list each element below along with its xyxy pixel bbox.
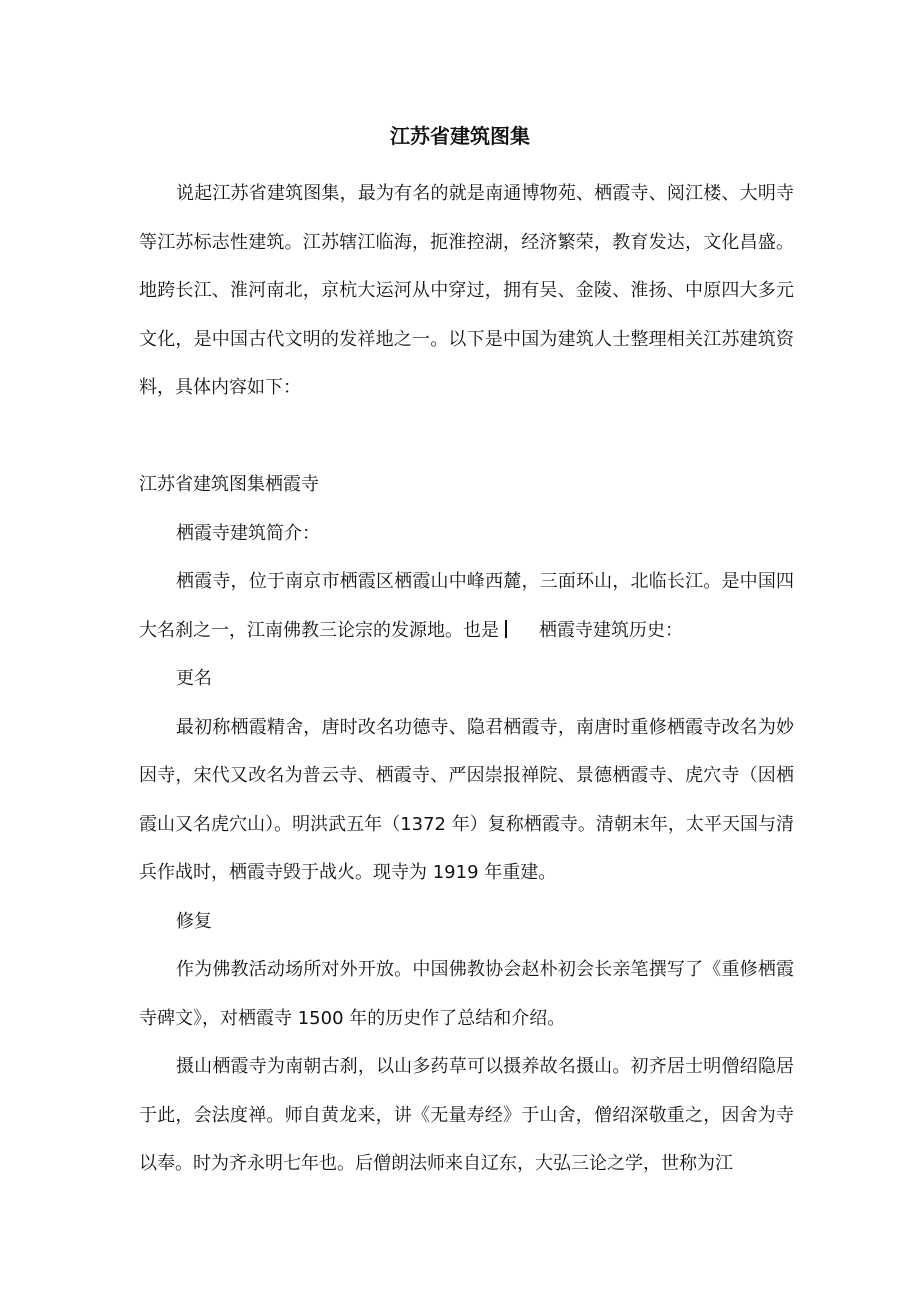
document-body: [139, 170, 794, 1189]
repair-heading: 修复: [176, 910, 212, 932]
blank-line: [139, 413, 794, 462]
document-title: 江苏省建筑图集: [390, 124, 530, 148]
temple-intro-text: 栖霞寺，位于南京市栖霞区栖霞山中峰西麓，三面环山，北临长江。是中国四大名刹之一，江南佛教三论宗的发源地。也是: [139, 571, 794, 641]
temple-intro-paragraph: [139, 558, 794, 655]
section-heading: 江苏省建筑图集栖霞寺: [139, 474, 319, 495]
rename-heading: 更名: [176, 668, 212, 689]
rename-paragraph: 最初称栖霞精舍，唐时改名功德寺、隐君栖霞寺，南唐时重修栖霞寺改名为妙因寺，宋代又改名为普云寺、栖霞寺、严因崇报禅院、景德栖霞寺、虎穴寺（因栖霞山又名虎穴山）。明洪武五年（1372 年）复称栖霞寺。清朝末年，太平天国与清兵作战时，栖霞寺毁于战火。现寺为 1919 年重建。: [139, 716, 794, 883]
intro-label: 栖霞寺建筑简介：: [176, 522, 320, 544]
history-paragraph: 摄山栖霞寺为南朝古刹，以山多药草可以摄养故名摄山。初齐居士明僧绍隐居于此，会法度禅。师自黄龙来，讲《无量寿经》于山舍，僧绍深敬重之，因舍为寺以奉。时为齐永明七年也。后僧朗法师来自辽东，大弘三论之学，世称为江: [139, 1056, 794, 1174]
history-label: 栖霞寺建筑历史：: [539, 619, 683, 641]
intro-paragraph: 说起江苏省建筑图集，最为有名的就是南通博物苑、栖霞寺、阅江楼、大明寺等江苏标志性建筑。江苏辖江临海，扼淮控湖，经济繁荣，教育发达，文化昌盛。地跨长江、淮河南北，京杭大运河从中穿过，拥有吴、金陵、淮扬、中原四大多元文化，是中国古代文明的发祥地之一。以下是中国为建筑人士整理相关江苏建筑资料，具体内容如下：: [139, 183, 794, 398]
repair-paragraph: 作为佛教活动场所对外开放。中国佛教协会赵朴初会长亲笔撰写了《重修栖霞寺碑文》，对栖霞寺 1500 年的历史作了总结和介绍。: [139, 959, 794, 1029]
text-cursor: [505, 620, 507, 638]
